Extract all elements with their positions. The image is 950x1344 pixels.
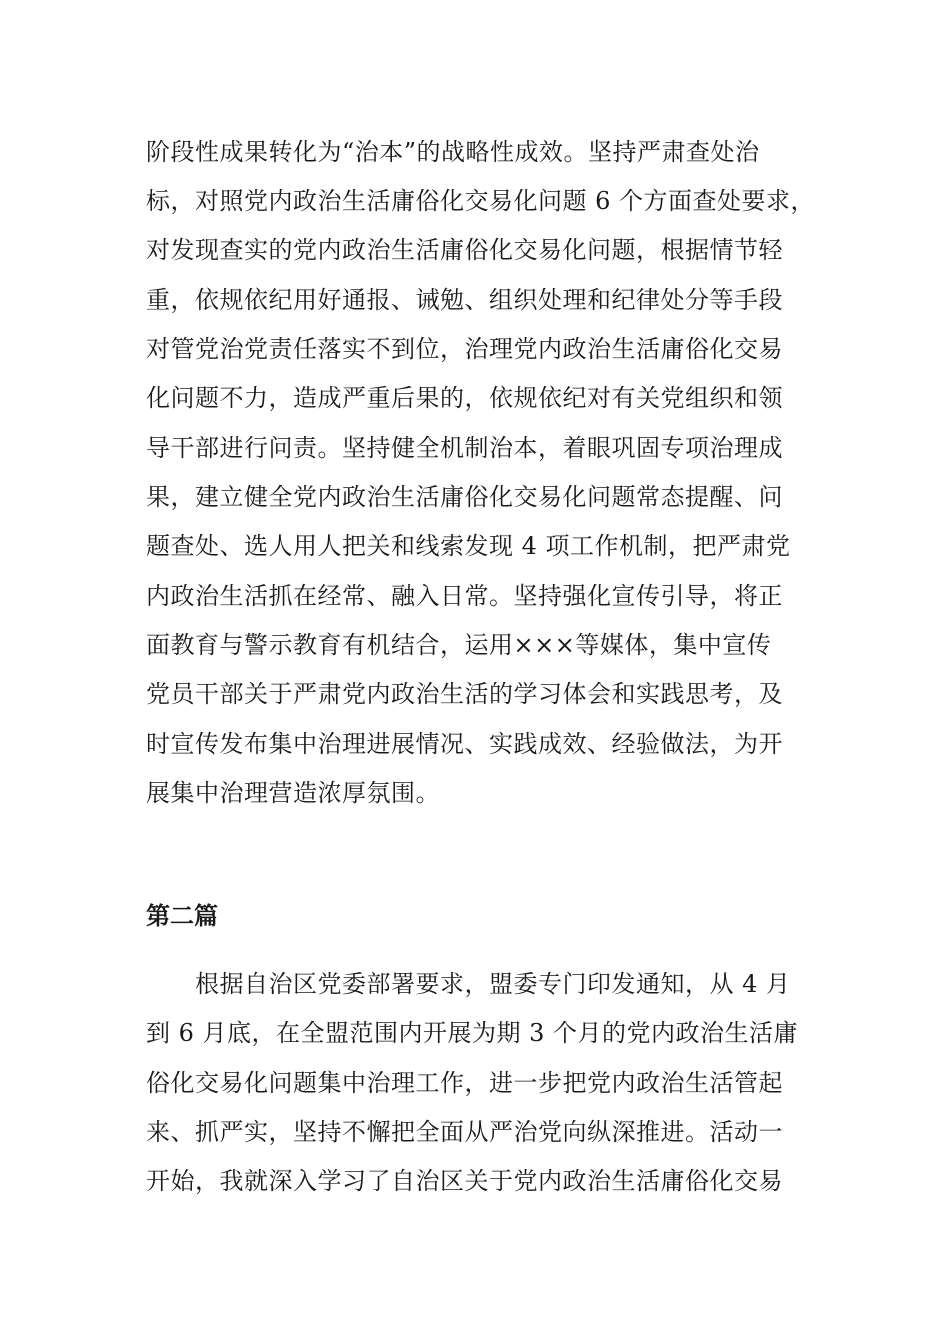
paragraph-line: 来、抓严实，坚持不懈把全面从严治党向纵深推进。活动一: [146, 1118, 783, 1146]
paragraph-line: 对发现查实的党内政治生活庸俗化交易化问题，根据情节轻: [146, 236, 783, 264]
paragraph-line: 重，依规依纪用好通报、诫勉、组织处理和纪律处分等手段: [146, 286, 783, 314]
paragraph-line: 果，建立健全党内政治生活庸俗化交易化问题常态提醒、问: [146, 483, 783, 511]
paragraph-line: 标，对照党内政治生活庸俗化交易化问题 6 个方面查处要求，: [146, 187, 816, 215]
paragraph-line: 开始，我就深入学习了自治区关于党内政治生活庸俗化交易: [146, 1167, 783, 1195]
paragraph-line: 展集中治理营造浓厚氛围。: [146, 779, 440, 807]
paragraph-line: 俗化交易化问题集中治理工作，进一步把党内政治生活管起: [146, 1069, 783, 1097]
paragraph-line: 党员干部关于严肃党内政治生活的学习体会和实践思考，及: [146, 680, 783, 708]
paragraph-line: 根据自治区党委部署要求，盟委专门印发通知，从 4 月: [146, 970, 791, 998]
paragraph-line: 时宣传发布集中治理进展情况、实践成效、经验做法，为开: [146, 730, 783, 758]
paragraph-line: 导干部进行问责。坚持健全机制治本，着眼巩固专项治理成: [146, 434, 783, 462]
paragraph-line: 化问题不力，造成严重后果的，依规依纪对有关党组织和领: [146, 384, 783, 412]
section-heading: 第二篇: [146, 901, 218, 930]
paragraph-line: 面教育与警示教育有机结合，运用×××等媒体，集中宣传: [146, 631, 772, 659]
paragraph-line: 阶段性成果转化为“治本”的战略性成效。坚持严肃查处治: [146, 138, 760, 166]
paragraph-line: 内政治生活抓在经常、融入日常。坚持强化宣传引导，将正: [146, 582, 783, 610]
paragraph-line: 到 6 月底，在全盟范围内开展为期 3 个月的党内政治生活庸: [146, 1019, 799, 1047]
paragraph-line: 题查处、选人用人把关和线索发现 4 项工作机制，把严肃党: [146, 532, 791, 560]
paragraph-line: 对管党治党责任落实不到位，治理党内政治生活庸俗化交易: [146, 335, 783, 363]
